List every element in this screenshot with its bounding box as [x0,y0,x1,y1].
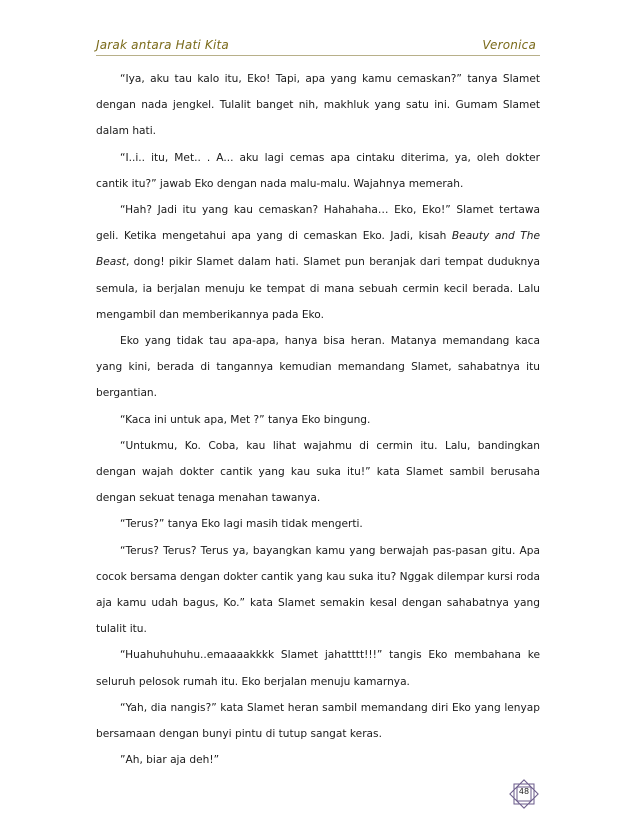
paragraph: “Yah, dia nangis?” kata Slamet heran sambil memandang diri Eko yang lenyap bersamaan dengan bunyi pintu di tutup sangat keras. [96,701,540,741]
paragraph: “Terus?” tanya Eko lagi masih tidak mengerti. [120,518,363,531]
paragraph-text: “Hah? Jadi itu yang kau cemaskan? Hahahaha… Eko, Eko!” Slamet tertawa geli. Ketika mengetahui apa yang di cemaskan Eko. Jadi, kisah [96,204,540,243]
author-name: Veronica [482,38,536,52]
header-divider [96,55,540,56]
paragraph-text: , dong! pikir Slamet dalam hati. Slamet pun beranjak dari tempat duduknya semula, ia berjalan menuju ke tempat di mana sebuah cermin kecil berada. Lalu mengambil dan memberikannya pada Eko. [96,256,540,321]
paragraph: “Terus? Terus? Terus ya, bayangkan kamu yang berwajah pas-pasan gitu. Apa cocok bersama dengan dokter cantik yang kau suka itu? Nggak dilempar kursi roda aja kamu udah bagus, Ko.” kata Slamet semakin kesal dengan sahabatnya yang tulalit itu. [96,544,540,636]
paragraph: “Iya, aku tau kalo itu, Eko! Tapi, apa yang kamu cemaskan?” tanya Slamet dengan nada jengkel. Tulalit banget nih, makhluk yang satu ini. Gumam Slamet dalam hati. [96,73,540,138]
paragraph: “Untukmu, Ko. Coba, kau lihat wajahmu di cermin itu. Lalu, bandingkan dengan wajah dokter cantik yang kau suka itu!” kata Slamet sambil berusaha dengan sekuat tenaga menahan tawanya. [96,439,540,505]
paragraph: ”Ah, biar aja deh!” [120,754,220,767]
paragraph: Eko yang tidak tau apa-apa, hanya bisa heran. Matanya memandang kaca yang kini, berada di tangannya kemudian memandang Slamet, sahabatnya itu bergantian. [96,335,540,400]
story-body [96,66,540,773]
italic-title: Beauty and The Beast [96,230,540,269]
paragraph: “Kaca ini untuk apa, Met ?” tanya Eko bingung. [120,413,371,426]
paragraph: “Huahuhuhuhu..emaaaakkkk Slamet jahatttt!!!” tangis Eko membahana ke seluruh pelosok rumah itu. Eko berjalan menuju kamarnya. [96,649,540,688]
page-number: 48 [518,787,530,796]
paragraph [96,197,540,328]
book-title: Jarak antara Hati Kita [96,38,229,52]
paragraph: “I..i.. itu, Met.. . A... aku lagi cemas apa cintaku diterima, ya, oleh dokter cantik itu?” jawab Eko dengan nada malu-malu. Wajahnya memerah. [96,151,540,190]
running-header [96,38,536,56]
page-number-badge [508,778,540,810]
